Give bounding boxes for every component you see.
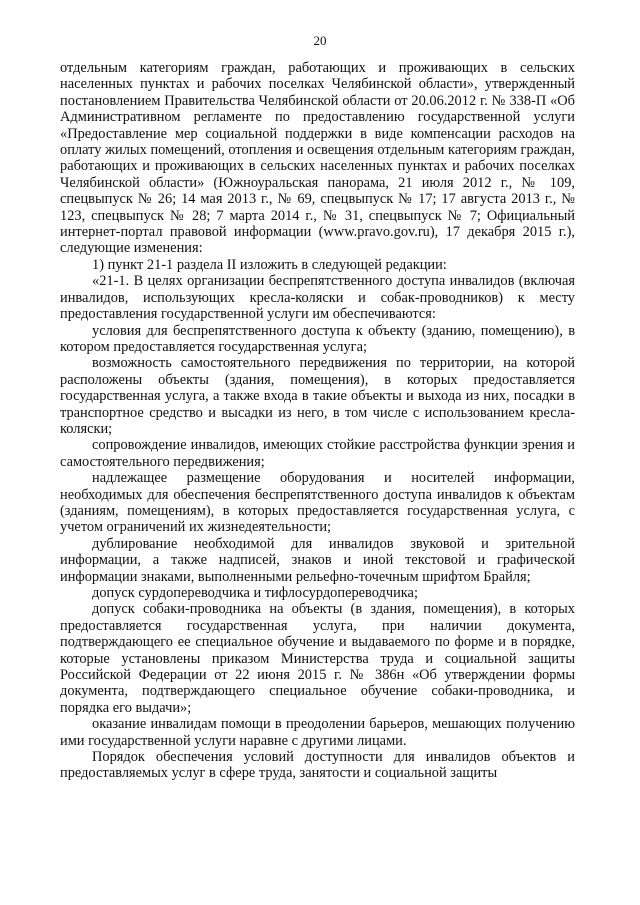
page-number: 20: [313, 33, 327, 48]
paragraph-condition-duplication: дублирование необходимой для инвалидов звуковой и зрительной информации, а также надписей, знаков и иной текстовой и графической информации знаками, выполненными рельефно-точечным шрифтом Брайля;: [60, 535, 575, 585]
paragraph-condition-interpreter: допуск сурдопереводчика и тифлосурдопереводчика;: [92, 585, 418, 601]
paragraph-continuation: отдельным категориям граждан, работающих и проживающих в сельских населенных пунктах и рабочих поселках Челябинской области», утвержденный постановлением Правительства Челябинской области от 20.06.2012 г. № 338-П «Об Административном регламенте по предоставлению государственной услуги «Предоставление мер социальной поддержки в виде компенсации расходов на оплату жилых помещений, отопления и освещения отдельным категориям граждан, работающих и проживающих в сельских населенных пунктах и рабочих поселках Челябинской области» (Южноуральская панорама, 21 июля 2012 г., № 109, спецвыпуск № 26; 14 мая 2013 г., № 69, спецвыпуск № 17; 17 августа 2013 г., № 123, спецвыпуск № 28; 7 марта 2014 г., № 31, спецвыпуск № 7; Официальный интернет-портал правовой информации (www.pravo.gov.ru), 17 декабря 2015 г.), следующие изменения:: [60, 60, 575, 257]
paragraph-condition-equipment: надлежащее размещение оборудования и носителей информации, необходимых для обеспечения беспрепятственного доступа инвалидов к объектам (зданиям, помещениям), в которых предоставляется государственная услуга, с учетом ограничений их жизнедеятельности;: [60, 470, 575, 536]
paragraph-procedure: Порядок обеспечения условий доступности для инвалидов объектов и предоставляемых услуг в сфере труда, занятости и социальной защиты: [60, 749, 575, 782]
paragraph-condition-assistance: оказание инвалидам помощи в преодолении барьеров, мешающих получению ими государственной услуги наравне с другими лицами.: [60, 716, 575, 749]
paragraph-condition-access: условия для беспрепятственного доступа к объекту (зданию, помещению), в котором предоставляется государственная услуга;: [60, 322, 575, 355]
paragraph-clause-21-1: «21-1. В целях организации беспрепятственного доступа инвалидов (включая инвалидов, использующих кресла-коляски и собак-проводников) к месту предоставления государственной услуги им обеспечиваются:: [60, 273, 575, 323]
paragraph-condition-guide-dog: допуск собаки-проводника на объекты (в здания, помещения), в которых предоставляется государственная услуга, при наличии документа, подтверждающего ее специальное обучение и выдаваемого по форме и в порядке, которые установлены приказом Министерства труда и социальной защиты Российской Федерации от 22 июня 2015 г. № 386н «Об утверждении формы документа, подтверждающего специальное обучение собаки-проводника, и порядка его выдачи»;: [60, 601, 575, 716]
document-body: [60, 60, 575, 782]
paragraph-condition-movement: возможность самостоятельного передвижения по территории, на которой расположены объекты (здания, помещения), в которых предоставляется государственная услуга, а также входа в такие объекты и выхода из них, посадки в транспортное средство и высадки из него, в том числе с использованием кресла-коляски;: [60, 355, 575, 437]
paragraph-condition-escort: сопровождение инвалидов, имеющих стойкие расстройства функции зрения и самостоятельного передвижения;: [60, 437, 575, 470]
paragraph-item-1: 1) пункт 21-1 раздела II изложить в следующей редакции:: [92, 256, 447, 273]
